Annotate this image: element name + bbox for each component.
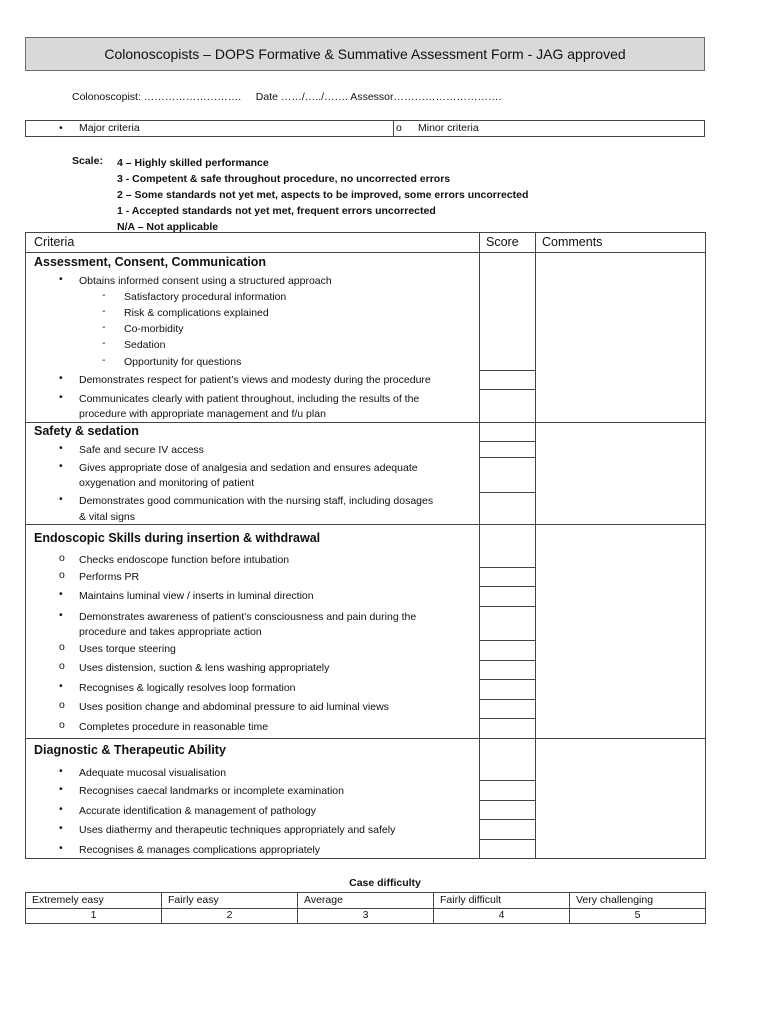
difficulty-label: Average — [304, 894, 343, 906]
bullet-major: • — [59, 842, 63, 854]
bullet-major: • — [59, 442, 63, 454]
criterion: Recognises & manages complications appropriately — [79, 844, 321, 856]
bullet-minor: o — [59, 719, 65, 731]
minor-bullet: o — [396, 122, 402, 134]
sub-criterion: Opportunity for questions — [124, 356, 242, 368]
case-difficulty-table — [25, 892, 706, 924]
criterion: Uses diathermy and therapeutic techniques appropriately and safely — [79, 824, 396, 836]
criterion: Gives appropriate dose of analgesia and sedation and ensures adequate — [79, 462, 418, 474]
bullet-major: • — [59, 822, 63, 834]
bullet-minor: o — [59, 641, 65, 653]
bullet-major: • — [59, 783, 63, 795]
minor-criteria-label: Minor criteria — [418, 122, 479, 134]
bullet-major: • — [59, 803, 63, 815]
form-title: Colonoscopists – DOPS Formative & Summative Assessment Form - JAG approved — [25, 37, 705, 71]
criterion: Communicates clearly with patient throughout, including the results of the — [79, 393, 420, 405]
scale-line: N/A – Not applicable — [117, 221, 219, 233]
criterion: Demonstrates good communication with the nursing staff, including dosages — [79, 495, 434, 507]
bullet-major: • — [59, 765, 63, 777]
bullet-dash: - — [102, 321, 106, 333]
criterion: Accurate identification & management of pathology — [79, 805, 316, 817]
section-title-diagnostic: Diagnostic & Therapeutic Ability — [34, 743, 226, 757]
criterion-continuation: & vital signs — [79, 511, 136, 523]
criterion-continuation: procedure and takes appropriate action — [79, 626, 262, 638]
bullet-dash: - — [102, 289, 106, 301]
bullet-dash: - — [102, 337, 106, 349]
bullet-minor: o — [59, 569, 65, 581]
bullet-dash: - — [102, 305, 106, 317]
difficulty-label: Fairly difficult — [440, 894, 502, 906]
criterion: Uses torque steering — [79, 643, 176, 655]
major-bullet: • — [59, 122, 63, 134]
bullet-dash: - — [102, 354, 106, 366]
criteria-legend — [25, 120, 705, 137]
section-title-assessment: Assessment, Consent, Communication — [34, 255, 266, 269]
scale-line: 3 - Competent & safe throughout procedure, no uncorrected errors — [117, 173, 451, 185]
criterion: Demonstrates respect for patient’s views and modesty during the procedure — [79, 374, 431, 386]
section-title-endoscopic-skills: Endoscopic Skills during insertion & withdrawal — [34, 531, 321, 545]
criterion: Uses position change and abdominal pressure to aid luminal views — [79, 701, 389, 713]
criterion: Recognises caecal landmarks or incomplete examination — [79, 785, 344, 797]
scale-line: 1 - Accepted standards not yet met, frequent errors uncorrected — [117, 205, 436, 217]
criterion: Adequate mucosal visualisation — [79, 767, 227, 779]
scale-line: 4 – Highly skilled performance — [117, 157, 269, 169]
difficulty-value: 1 — [90, 909, 97, 921]
criterion: Uses distension, suction & lens washing appropriately — [79, 662, 330, 674]
difficulty-label: Fairly easy — [168, 894, 219, 906]
scale-label: Scale: — [72, 155, 103, 167]
difficulty-value: 5 — [634, 909, 641, 921]
difficulty-label: Very challenging — [576, 894, 654, 906]
bullet-major: • — [59, 460, 63, 472]
bullet-major: • — [59, 372, 63, 384]
scale-definitions — [117, 155, 528, 235]
bullet-major: • — [59, 588, 63, 600]
criterion-continuation: procedure with appropriate management and f/u plan — [79, 408, 326, 420]
criterion: Maintains luminal view / inserts in luminal direction — [79, 590, 314, 602]
criterion: Checks endoscope function before intubation — [79, 554, 290, 566]
section-title-safety: Safety & sedation — [34, 424, 139, 438]
assessment-details-line: Colonoscopist: ………………………. Date ……/…../……. Assessor…………………………. — [72, 91, 502, 103]
score-header: Score — [486, 235, 519, 249]
case-difficulty-title: Case difficulty — [349, 877, 421, 889]
criteria-table — [25, 232, 706, 859]
sub-criterion: Satisfactory procedural information — [124, 291, 287, 303]
bullet-minor: o — [59, 660, 65, 672]
criterion: Completes procedure in reasonable time — [79, 721, 269, 733]
criterion: Obtains informed consent using a structured approach — [79, 275, 332, 287]
sub-criterion: Sedation — [124, 339, 166, 351]
bullet-major: • — [59, 273, 63, 285]
criteria-header: Criteria — [34, 235, 75, 249]
bullet-major: • — [59, 609, 63, 621]
sub-criterion: Co-morbidity — [124, 323, 184, 335]
criterion-continuation: oxygenation and monitoring of patient — [79, 477, 255, 489]
scale-line: 2 – Some standards not yet met, aspects to be improved, some errors uncorrected — [117, 189, 529, 201]
difficulty-label: Extremely easy — [32, 894, 104, 906]
difficulty-value: 2 — [226, 909, 233, 921]
difficulty-value: 4 — [498, 909, 505, 921]
major-criteria-label: Major criteria — [79, 122, 140, 134]
bullet-minor: o — [59, 699, 65, 711]
bullet-major: • — [59, 391, 63, 403]
comments-header: Comments — [542, 235, 603, 249]
criterion: Demonstrates awareness of patient’s consciousness and pain during the — [79, 611, 417, 623]
criterion: Performs PR — [79, 571, 140, 583]
bullet-minor: o — [59, 552, 65, 564]
sub-criterion: Risk & complications explained — [124, 307, 269, 319]
bullet-major: • — [59, 680, 63, 692]
bullet-major: • — [59, 493, 63, 505]
difficulty-value: 3 — [362, 909, 369, 921]
criterion: Recognises & logically resolves loop formation — [79, 682, 296, 694]
criterion: Safe and secure IV access — [79, 444, 204, 456]
